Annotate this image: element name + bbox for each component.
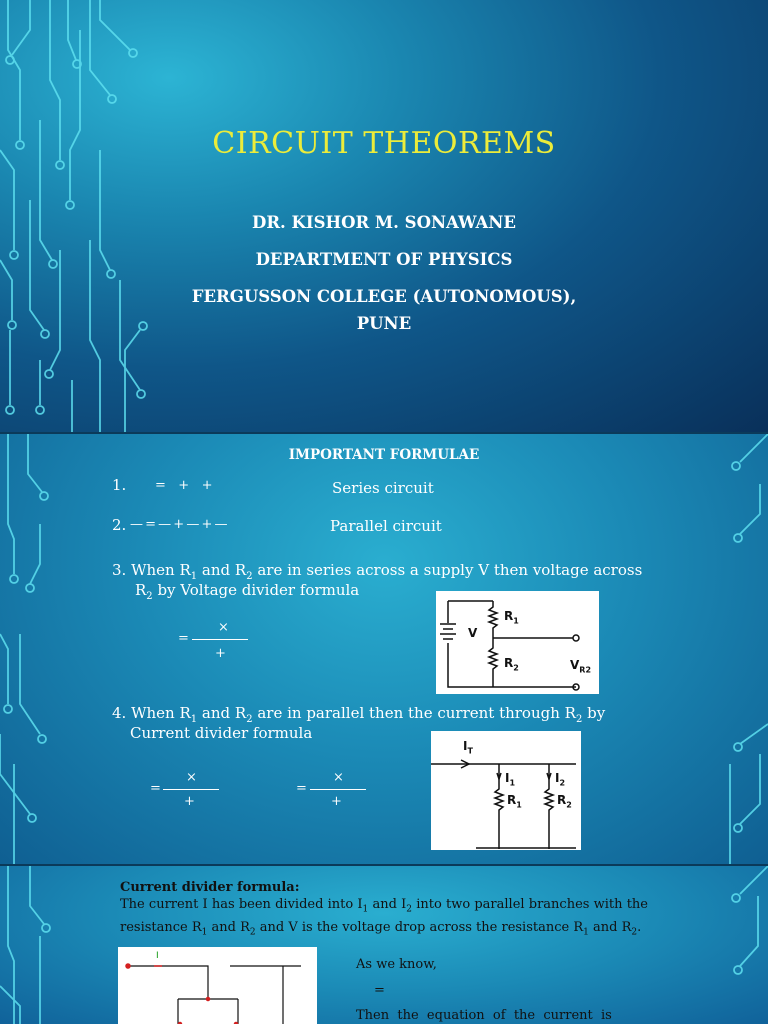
current-divider-heading: Current divider formula: xyxy=(120,880,300,895)
then-text: Then the equation of the current is xyxy=(356,1008,612,1023)
circuit-trace-decoration xyxy=(0,434,768,864)
fig1-v-label: V xyxy=(468,626,478,640)
fig1-r1-label: $R_1$ xyxy=(504,609,519,626)
item4-text-cont: Current divider formula xyxy=(130,724,313,742)
fig2-r1-label: $R_1$ xyxy=(507,793,522,810)
slide-title: CIRCUIT THEOREMS xyxy=(212,126,556,161)
fig2-i2-label: $I_2$ xyxy=(555,771,566,788)
title-slide xyxy=(0,0,768,432)
cd1-denominator: + xyxy=(184,794,195,809)
city: PUNE xyxy=(356,314,412,333)
circuit-trace-decoration xyxy=(0,866,768,1024)
current-divider-paragraph: The current I has been divided into $I_1$ and $I_2$ into two parallel branches with the resistance $R_1$ and $R_2$ and V is the voltage drop across the resistance $R_1$ and $R_2$. xyxy=(120,897,648,938)
parallel-formula: — = — + — + — xyxy=(130,517,227,532)
vd-equals: = xyxy=(178,631,189,646)
fig2-i1-label: $I_1$ xyxy=(505,771,516,788)
vd-fraction-bar xyxy=(192,639,248,640)
as-we-know-text: As we know, xyxy=(356,957,437,972)
item2-number: 2. xyxy=(112,516,127,534)
voltage-divider-circuit xyxy=(436,591,599,694)
equals-sign: = xyxy=(374,983,385,998)
item3-text-cont: $R_2$ by Voltage divider formula xyxy=(135,581,360,602)
fig1-r2-label: $R_2$ xyxy=(504,656,519,673)
parallel-branch-circuit xyxy=(118,947,317,1024)
cd1-equals: = xyxy=(150,781,161,796)
fig1-vr2-label: $V_{R2}$ xyxy=(570,658,592,675)
current-divider-slide xyxy=(0,866,768,1024)
cd1-fraction-bar xyxy=(163,789,219,790)
department: DEPARTMENT OF PHYSICS xyxy=(255,250,513,269)
cd2-fraction-bar xyxy=(310,789,366,790)
fig3-current-label: I xyxy=(156,951,159,961)
fig2-it-label: $I_T$ xyxy=(463,739,473,756)
parallel-label: Parallel circuit xyxy=(330,517,442,535)
cd2-equals: = xyxy=(296,781,307,796)
item3-text: 3. When $R_1$ and $R_2$ are in series across a supply V then voltage across xyxy=(112,561,643,582)
formulae-heading: IMPORTANT FORMULAE xyxy=(288,447,480,463)
vd-denominator: + xyxy=(215,646,226,661)
college: FERGUSSON COLLEGE (AUTONOMOUS), xyxy=(191,287,577,306)
series-label: Series circuit xyxy=(332,479,434,497)
cd1-numerator: × xyxy=(186,770,197,785)
fig2-r2-label: $R_2$ xyxy=(557,793,572,810)
vd-numerator: × xyxy=(218,620,229,635)
cd2-denominator: + xyxy=(331,794,342,809)
cd2-numerator: × xyxy=(333,770,344,785)
current-divider-circuit xyxy=(431,731,581,850)
author-name: DR. KISHOR M. SONAWANE xyxy=(252,213,516,232)
item1-number: 1. xyxy=(112,476,127,494)
formulae-slide xyxy=(0,434,768,864)
series-formula: = + + xyxy=(155,478,213,493)
item4-text: 4. When $R_1$ and $R_2$ are in parallel then the current through $R_2$ by xyxy=(112,704,606,725)
